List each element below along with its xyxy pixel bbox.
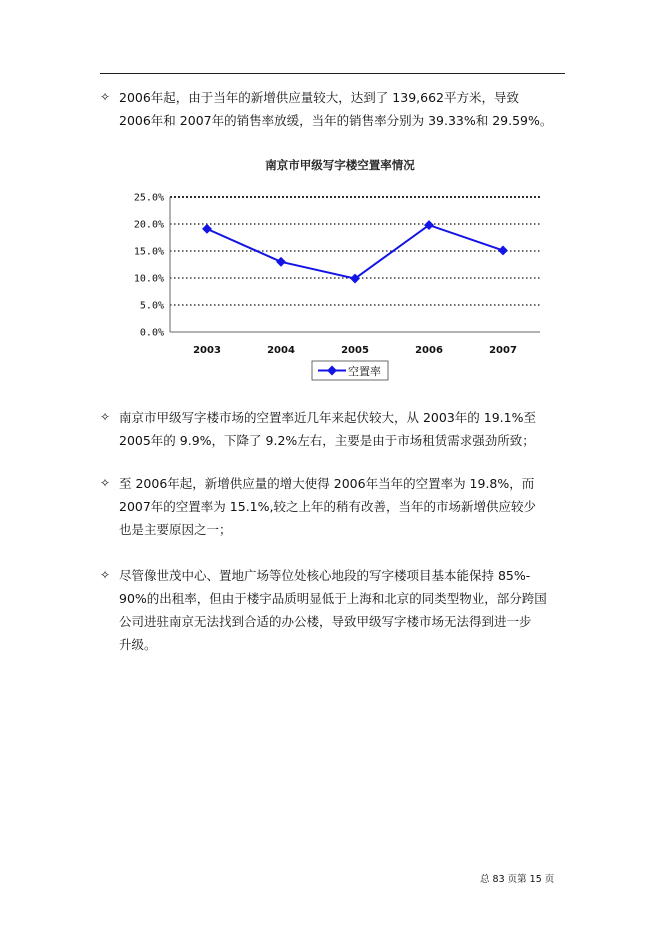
bullet-icon: ✧ <box>100 90 111 104</box>
paragraph-line: 南京市甲级写字楼市场的空置率近几年来起伏较大，从 2003年的 19.1%至 <box>119 410 536 425</box>
vacancy-chart <box>120 150 550 385</box>
y-axis-ticks <box>134 193 164 339</box>
x-tick-label: 2007 <box>489 345 517 356</box>
series-vacancy-rate <box>202 220 508 283</box>
x-tick-label: 2005 <box>341 345 369 356</box>
data-point <box>276 257 286 267</box>
series-line <box>207 225 503 278</box>
chart-legend <box>312 361 388 380</box>
paragraph-line: 2006年和 2007年的销售率放缓，当年的销售率分别为 39.33%和 29.59%。 <box>119 113 553 128</box>
vacancy-chart-svg <box>120 150 550 385</box>
legend-label: 空置率 <box>348 365 381 378</box>
bullet-icon: ✧ <box>100 410 111 424</box>
paragraph-line: 升级。 <box>119 637 157 652</box>
paragraph-occupancy <box>100 564 570 656</box>
chart-grid <box>170 197 540 332</box>
chart-title: 南京市甲级写字楼空置率情况 <box>265 158 415 172</box>
data-point <box>498 246 508 256</box>
paragraph-supply <box>100 86 570 132</box>
paragraph-line: 至 2006年起，新增供应量的增大使得 2006年当年的空置率为 19.8%，而 <box>119 476 535 491</box>
paragraph-line: 公司进驻南京无法找到合适的办公楼，导致甲级写字楼市场无法得到进一步 <box>119 614 532 629</box>
x-tick-label: 2004 <box>267 345 295 356</box>
y-tick-label: 5.0% <box>139 300 164 312</box>
paragraph-line: 2005年的 9.9%，下降了 9.2%左右，主要是由于市场租赁需求强劲所致； <box>119 433 535 448</box>
x-tick-label: 2003 <box>193 345 221 356</box>
y-tick-label: 0.0% <box>139 327 164 339</box>
bullet-icon: ✧ <box>100 568 111 582</box>
paragraph-2006-vacancy <box>100 472 570 541</box>
y-tick-label: 20.0% <box>133 219 164 231</box>
paragraph-line: 90%的出租率，但由于楼宇品质明显低于上海和北京的同类型物业，部分跨国 <box>119 591 547 606</box>
paragraph-line: 尽管像世茂中心、置地广场等位处核心地段的写字楼项目基本能保持 85%- <box>119 568 531 583</box>
x-tick-label: 2006 <box>415 345 443 356</box>
bullet-icon: ✧ <box>100 476 111 490</box>
y-tick-label: 25.0% <box>133 192 164 204</box>
x-axis-ticks <box>193 345 517 356</box>
y-tick-label: 10.0% <box>133 273 164 285</box>
paragraph-line: 2007年的空置率为 15.1%,较之上年的稍有改善，当年的市场新增供应较少 <box>119 499 536 514</box>
header-rule <box>100 73 565 74</box>
y-tick-label: 15.0% <box>133 246 164 258</box>
data-point <box>202 224 212 234</box>
page-footer: 总 83 页第 15 页 <box>480 874 555 885</box>
paragraph-vacancy-trend <box>100 406 570 452</box>
paragraph-line: 2006年起，由于当年的新增供应量较大，达到了 139,662平方米，导致 <box>119 90 519 105</box>
paragraph-line: 也是主要原因之一； <box>119 522 232 537</box>
